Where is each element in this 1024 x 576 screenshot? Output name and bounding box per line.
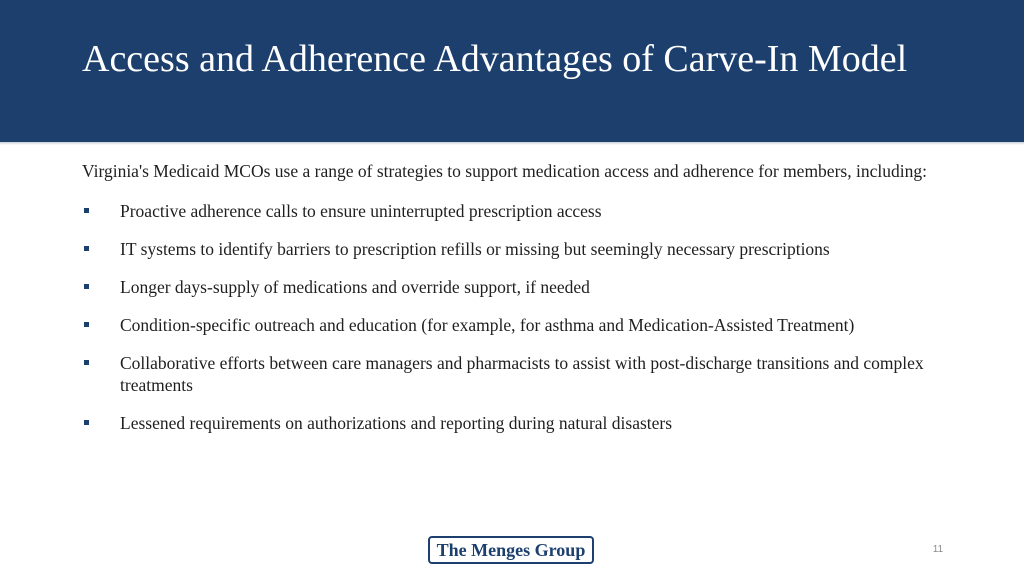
square-bullet-icon xyxy=(84,246,89,251)
square-bullet-icon xyxy=(84,284,89,289)
intro-text: Virginia's Medicaid MCOs use a range of strategies to support medication access and adherence for members, including: xyxy=(82,161,927,181)
bullet-text: Longer days-supply of medications and override support, if needed xyxy=(120,277,590,297)
slide-title: Access and Adherence Advantages of Carve-In Model xyxy=(82,38,908,80)
square-bullet-icon xyxy=(84,208,89,213)
bullet-text: Lessened requirements on authorizations and reporting during natural disasters xyxy=(120,413,673,433)
bullet-text: Collaborative efforts between care managers and pharmacists to assist with post-discharge transitions and complex treatments xyxy=(120,353,924,395)
bullet-list xyxy=(82,200,952,434)
bullet-item xyxy=(82,352,952,396)
square-bullet-icon xyxy=(84,420,89,425)
title-banner xyxy=(0,0,1024,142)
slide-body xyxy=(82,160,952,450)
bullet-item xyxy=(82,238,952,260)
bullet-text: Condition-specific outreach and education (for example, for asthma and Medication-Assisted Treatment) xyxy=(120,315,855,335)
bullet-item xyxy=(82,200,952,222)
square-bullet-icon xyxy=(84,360,89,365)
square-bullet-icon xyxy=(84,322,89,327)
title-banner-divider xyxy=(0,142,1024,145)
bullet-text: Proactive adherence calls to ensure uninterrupted prescription access xyxy=(120,201,602,221)
company-logo: The Menges Group xyxy=(428,536,594,564)
bullet-item xyxy=(82,412,952,434)
page-number: 11 xyxy=(932,544,944,555)
bullet-text: IT systems to identify barriers to prescription refills or missing but seemingly necessary prescriptions xyxy=(120,239,830,259)
bullet-item xyxy=(82,314,952,336)
bullet-item xyxy=(82,276,952,298)
